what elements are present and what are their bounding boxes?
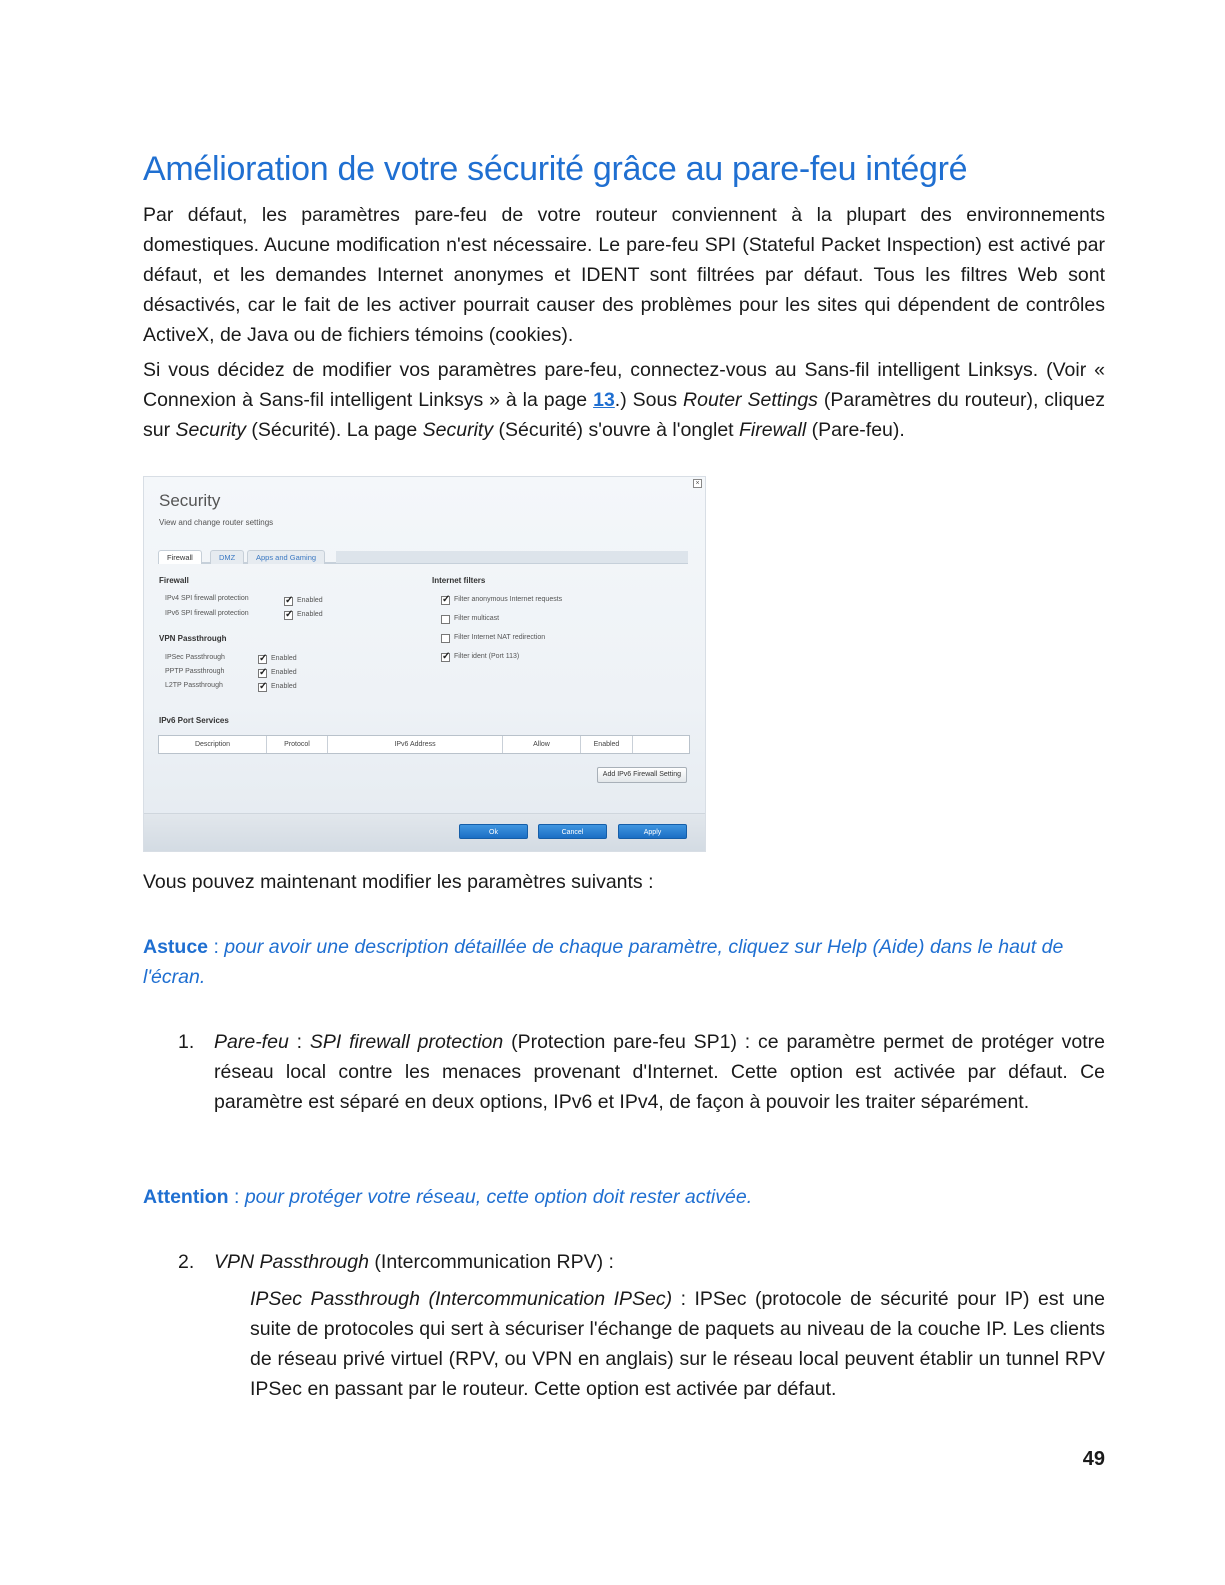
security-screenshot (143, 476, 706, 852)
list-number-1: 1. (178, 1031, 195, 1053)
item1-separator: : (288, 1031, 310, 1053)
filter-ident-label: Filter ident (Port 113) (454, 653, 520, 660)
tip-separator: : (208, 936, 225, 958)
list-item-2 (214, 1247, 1105, 1277)
tip-label: Astuce (143, 936, 209, 958)
vpn-passthrough-heading: VPN Passthrough (159, 634, 227, 643)
filter-nat-redirection-label: Filter Internet NAT redirection (454, 634, 546, 641)
instructions-text-6: (Pare-feu). (806, 419, 905, 441)
filter-anonymous-label: Filter anonymous Internet requests (454, 596, 563, 603)
ipv6-port-services-table (158, 735, 690, 754)
ipv6-spi-value: Enabled (297, 611, 323, 618)
col-protocol: Protocol (267, 736, 328, 753)
warning-label: Attention (143, 1186, 229, 1208)
ipsec-passthrough-value: Enabled (271, 655, 297, 662)
router-settings-term: Router Settings (683, 389, 818, 411)
pptp-passthrough-label: PPTP Passthrough (165, 668, 225, 675)
pptp-passthrough-checkbox[interactable] (258, 669, 267, 678)
cancel-button[interactable]: Cancel (538, 824, 607, 839)
after-screenshot-text: Vous pouvez maintenant modifier les paramètres suivants : (143, 871, 654, 893)
item1-label-a: Pare-feu (214, 1031, 289, 1053)
list-number-2: 2. (178, 1251, 195, 1273)
security-term-1: Security (175, 419, 246, 441)
security-tabs (158, 550, 688, 564)
security-panel-title: Security (159, 491, 221, 510)
warning-note (143, 1182, 1108, 1212)
ipv6-port-services-heading: IPv6 Port Services (159, 716, 229, 725)
add-ipv6-firewall-setting-button[interactable]: Add IPv6 Firewall Setting (597, 767, 687, 783)
page-title: Amélioration de votre sécurité grâce au pare-feu intégré (143, 150, 968, 188)
ipv6-spi-checkbox[interactable] (284, 611, 293, 620)
tab-dmz[interactable]: DMZ (210, 550, 244, 564)
l2tp-passthrough-label: L2TP Passthrough (165, 682, 223, 689)
item1-text: (Protection pare-feu SP1) : ce paramètre permet de protéger votre réseau local contre les menaces provenant d'Internet. Cette option est activée par défaut. Ce paramètre est séparé en deux options, IPv6 et IPv4, de façon à pouvoir les traiter séparément. (214, 1031, 1105, 1113)
ipv4-spi-label: IPv4 SPI firewall protection (165, 595, 249, 602)
l2tp-passthrough-checkbox[interactable] (258, 683, 267, 692)
pptp-passthrough-value: Enabled (271, 669, 297, 676)
filter-nat-redirection-checkbox[interactable] (441, 634, 450, 643)
list-item-2-sub (250, 1284, 1105, 1404)
ipsec-sub-text: : IPSec (protocole de sécurité pour IP) est une suite de protocoles qui sert à sécuriser l'échange de paquets au niveau de la couche IP. Les clients de réseau privé virtuel (RPV, ou VPN en anglais) sur le réseau local peuvent établir un tunnel RPV IPSec en passant par le routeur. Cette option est activée par défaut. (250, 1288, 1105, 1400)
list-item-1 (214, 1027, 1105, 1117)
page-13-link[interactable]: 13 (593, 389, 615, 411)
tab-apps-and-gaming[interactable]: Apps and Gaming (247, 550, 325, 564)
instructions-text-2: .) Sous (614, 389, 684, 411)
col-actions (633, 736, 689, 753)
tip-text: pour avoir une description détaillée de chaque paramètre, cliquez sur Help (Aide) dans le haut de l'écran. (143, 936, 1064, 988)
filter-multicast-checkbox[interactable] (441, 615, 450, 624)
item2-label: VPN Passthrough (214, 1251, 370, 1273)
warning-separator: : (228, 1186, 245, 1208)
tab-bar-fill (336, 551, 688, 563)
ipv4-spi-value: Enabled (297, 597, 323, 604)
dialog-footer (144, 813, 705, 851)
ok-button[interactable]: Ok (459, 824, 528, 839)
ipsec-passthrough-checkbox[interactable] (258, 655, 267, 664)
firewall-heading: Firewall (159, 576, 189, 585)
col-allow: Allow (503, 736, 581, 753)
instructions-paragraph (143, 355, 1105, 445)
col-enabled: Enabled (581, 736, 633, 753)
filter-multicast-label: Filter multicast (454, 615, 500, 622)
instructions-text-4: (Sécurité). La page (245, 419, 423, 441)
intro-paragraph: Par défaut, les paramètres pare-feu de votre routeur conviennent à la plupart des environnements domestiques. Aucune modification n'est nécessaire. Le pare-feu SPI (Stateful Packet Inspection) est activé par défaut, et les demandes Internet anonymes et IDENT sont filtrées par défaut. Tous les filtres Web sont désactivés, car le fait de les activer pourrait causer des problèmes pour les sites qui dépendent de contrôles ActiveX, de Java ou de fichiers témoins (cookies). (143, 204, 1105, 346)
ipsec-sub-label: IPSec Passthrough (Intercommunication IPSec) (250, 1288, 673, 1310)
tip-note (143, 932, 1108, 992)
internet-filters-heading: Internet filters (432, 576, 486, 585)
security-panel-subtitle: View and change router settings (159, 518, 274, 527)
warning-text: pour protéger votre réseau, cette option doit rester activée. (244, 1186, 753, 1208)
filter-anonymous-checkbox[interactable] (441, 596, 450, 605)
apply-button[interactable]: Apply (618, 824, 687, 839)
ipv4-spi-checkbox[interactable] (284, 597, 293, 606)
ipsec-passthrough-label: IPSec Passthrough (165, 654, 225, 661)
security-term-2: Security (422, 419, 494, 441)
tab-firewall[interactable]: Firewall (158, 550, 202, 564)
firewall-term: Firewall (739, 419, 807, 441)
col-description: Description (159, 736, 267, 753)
close-icon[interactable]: × (693, 479, 702, 488)
page-number: 49 (1082, 1448, 1105, 1470)
ipv6-spi-label: IPv6 SPI firewall protection (165, 610, 249, 617)
instructions-text-3: (Paramètres du routeur), cliquez sur (143, 389, 1105, 441)
filter-ident-checkbox[interactable] (441, 653, 450, 662)
item2-text: (Intercommunication RPV) : (369, 1251, 614, 1273)
instructions-text-1: Si vous décidez de modifier vos paramètres pare-feu, connectez-vous au Sans-fil intelligent Linksys. (Voir « Connexion à Sans-fil intelligent Linksys » à la page (143, 359, 1105, 411)
col-ipv6-address: IPv6 Address (328, 736, 503, 753)
l2tp-passthrough-value: Enabled (271, 683, 297, 690)
instructions-text-5: (Sécurité) s'ouvre à l'onglet (493, 419, 740, 441)
item1-label-b: SPI firewall protection (309, 1031, 504, 1053)
